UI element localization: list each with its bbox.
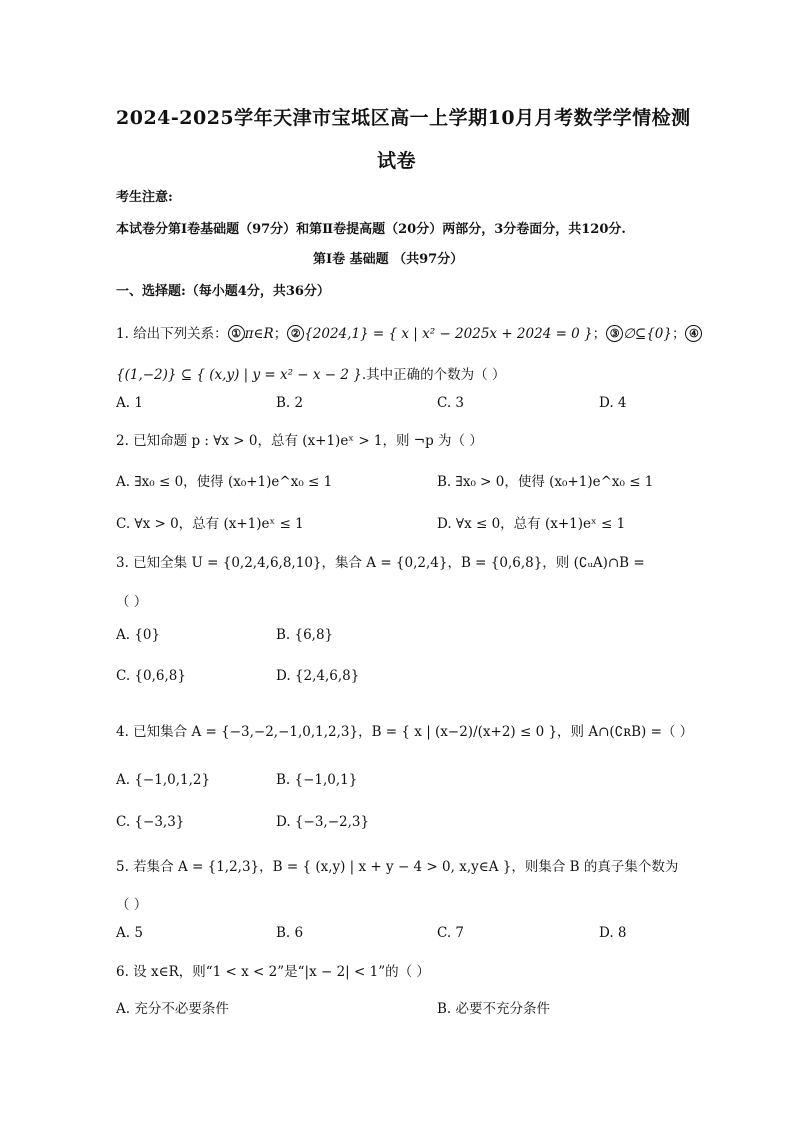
option-c: C. {0,6,8} bbox=[116, 668, 186, 684]
option-c: C. {−3,3} bbox=[116, 814, 185, 830]
option-d: D. {−3,−2,3} bbox=[276, 814, 370, 830]
option-a: A. 5 bbox=[116, 925, 143, 941]
relation-1: π∈R bbox=[244, 326, 274, 342]
circled-number-4: ④ bbox=[685, 325, 702, 342]
relation-3: ∅⊆{0} bbox=[623, 326, 672, 342]
question-4-stem: 4. 已知集合 A = {−3,−2,−1,0,1,2,3}，B = { x | (x−2)/(x+2) ≤ 0 }，则 A∩(∁ʀB) =（ ） bbox=[116, 724, 694, 740]
part-title: 一、选择题:（每小题4分，共36分） bbox=[116, 284, 330, 299]
option-b: B. {6,8} bbox=[276, 627, 334, 643]
option-a: A. {0} bbox=[116, 627, 161, 643]
option-a: A. ∃x₀ ≤ 0，使得 (x₀+1)e^x₀ ≤ 1 bbox=[116, 474, 333, 490]
option-a: A. {−1,0,1,2} bbox=[116, 772, 211, 788]
question-1-ask: .其中正确的个数为（ ） bbox=[361, 367, 506, 383]
option-b: B. 6 bbox=[276, 925, 304, 941]
question-3-stem: 3. 已知全集 U = {0,2,4,6,8,10}，集合 A = {0,2,4}，B = {0,6,8}，则 (∁ᵤA)∩B = bbox=[116, 555, 645, 571]
question-1-line-1: 1. 给出下列关系： ① π∈R； ② {2024,1} = { x | x² − 2025x + 2024 = 0 }； ③ ∅⊆{0}； ④ bbox=[116, 322, 702, 342]
option-d: D. 8 bbox=[599, 925, 627, 941]
question-5-answer-blank: （ ） bbox=[116, 897, 148, 913]
exam-title-continued: 试卷 bbox=[377, 150, 417, 172]
option-c: C. 3 bbox=[437, 395, 465, 411]
relation-2: {2024,1} = { x | x² − 2025x + 2024 = 0 } bbox=[304, 326, 593, 342]
option-d: D. ∀x ≤ 0，总有 (x+1)eˣ ≤ 1 bbox=[437, 516, 626, 532]
option-d: D. 4 bbox=[599, 395, 627, 411]
option-a: A. 1 bbox=[116, 395, 143, 411]
question-2-stem: 2. 已知命题 p : ∀x > 0，总有 (x+1)eˣ > 1，则 ¬p 为（ ） bbox=[116, 433, 483, 449]
option-b: B. 2 bbox=[276, 395, 304, 411]
option-c: C. ∀x > 0，总有 (x+1)eˣ ≤ 1 bbox=[116, 516, 304, 532]
circled-number-3: ③ bbox=[606, 325, 623, 342]
option-b: B. {−1,0,1} bbox=[276, 772, 358, 788]
circled-number-2: ② bbox=[287, 325, 304, 342]
section-title: 第Ⅰ卷 基础题 （共97分） bbox=[313, 252, 464, 267]
question-1-line-2 bbox=[116, 363, 505, 383]
notice-text: 本试卷分第Ⅰ卷基础题（97分）和第Ⅱ卷提高题（20分）两部分，3分卷面分，共120分. bbox=[116, 222, 626, 237]
question-3-answer-blank: （ ） bbox=[116, 594, 148, 610]
question-6-stem: 6. 设 x∈R，则“1 < x < 2”是“|x − 2| < 1”的（ ） bbox=[116, 964, 430, 980]
option-d: D. {2,4,6,8} bbox=[276, 668, 360, 684]
option-c: C. 7 bbox=[437, 925, 465, 941]
circled-number-1: ① bbox=[228, 325, 245, 342]
option-a: A. 充分不必要条件 bbox=[116, 1001, 229, 1017]
option-b: B. ∃x₀ > 0，使得 (x₀+1)e^x₀ ≤ 1 bbox=[437, 474, 654, 490]
question-5-stem: 5. 若集合 A = {1,2,3}，B = { (x,y) | x + y − 4 > 0, x,y∈A }，则集合 B 的真子集个数为 bbox=[116, 859, 679, 875]
relation-4: {(1,−2)} ⊆ { (x,y) | y = x² − x − 2 } bbox=[116, 367, 362, 383]
question-1-stem: 1. 给出下列关系： bbox=[116, 326, 228, 342]
option-b: B. 必要不充分条件 bbox=[437, 1001, 551, 1017]
exam-title: 2024-2025学年天津市宝坻区高一上学期10月月考数学学情检测 bbox=[116, 107, 691, 129]
notice-label: 考生注意: bbox=[116, 190, 173, 205]
